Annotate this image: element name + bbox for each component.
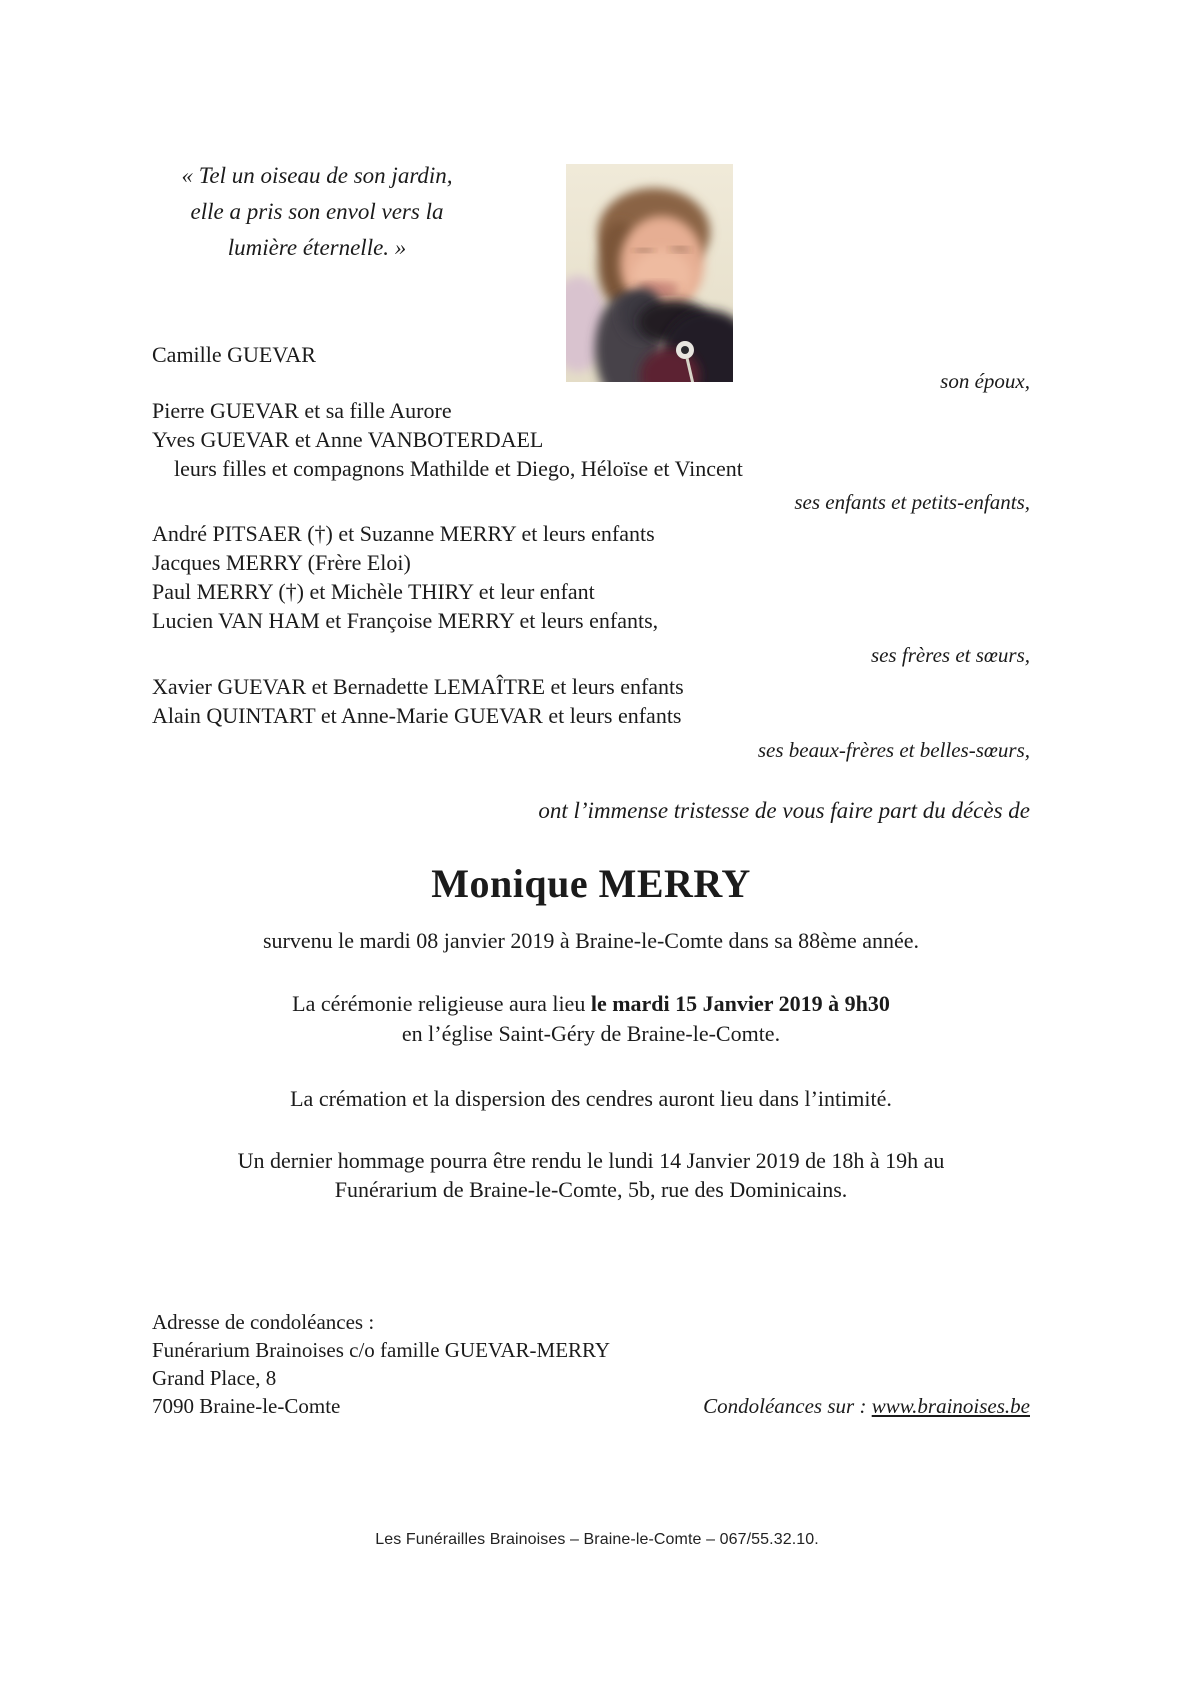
cremation-info: La crémation et la dispersion des cendres auront lieu dans l’intimité. bbox=[290, 1086, 892, 1111]
relation-children: ses enfants et petits-enfants, bbox=[794, 490, 1030, 514]
quote-line-3: lumière éternelle. » bbox=[227, 235, 407, 260]
tribute-line-1: Un dernier hommage pourra être rendu le lundi 14 Janvier 2019 de 18h à 19h au bbox=[237, 1148, 945, 1173]
relation-inlaws: ses beaux-frères et belles-sœurs, bbox=[757, 738, 1030, 762]
online-condolences bbox=[152, 1394, 1030, 1419]
condolences-address-3: 7090 Braine-le-Comte bbox=[152, 1394, 341, 1418]
child-line-1: Pierre GUEVAR et sa fille Aurore bbox=[152, 398, 452, 423]
ceremony-location: en l’église Saint-Géry de Braine-le-Comte. bbox=[401, 1021, 781, 1046]
quote-line-2: elle a pris son envol vers la bbox=[190, 199, 444, 224]
memorial-quote bbox=[158, 158, 476, 266]
sibling-line-2: Jacques MERRY (Frère Eloi) bbox=[152, 550, 411, 575]
portrait-photo-image bbox=[566, 164, 733, 382]
grandchildren-line: leurs filles et compagnons Mathilde et Diego, Héloïse et Vincent bbox=[174, 456, 743, 481]
ceremony-line bbox=[152, 991, 1030, 1017]
death-info: survenu le mardi 08 janvier 2019 à Braine-le-Comte dans sa 88ème année. bbox=[262, 928, 920, 953]
condolences-address-2: Grand Place, 8 bbox=[152, 1366, 277, 1390]
online-condolences-link[interactable]: www.brainoises.be bbox=[871, 1394, 1030, 1418]
deceased-name: Monique MERRY bbox=[431, 861, 751, 906]
portrait-photo bbox=[566, 164, 733, 382]
husband-name: Camille GUEVAR bbox=[152, 342, 316, 367]
sibling-line-1: André PITSAER (†) et Suzanne MERRY et leurs enfants bbox=[152, 521, 655, 546]
condolences-address-1: Funérarium Brainoises c/o famille GUEVAR-MERRY bbox=[152, 1338, 611, 1362]
inlaw-line-1: Xavier GUEVAR et Bernadette LEMAÎTRE et leurs enfants bbox=[152, 674, 684, 699]
funeral-home-footer: Les Funérailles Brainoises – Braine-le-Comte – 067/55.32.10. bbox=[375, 1531, 819, 1548]
quote-line-1: « Tel un oiseau de son jardin, bbox=[181, 163, 453, 188]
ceremony-datetime: le mardi 15 Janvier 2019 à 9h30 bbox=[590, 991, 890, 1016]
child-line-2: Yves GUEVAR et Anne VANBOTERDAEL bbox=[152, 427, 544, 452]
sibling-line-3: Paul MERRY (†) et Michèle THIRY et leur enfant bbox=[152, 579, 595, 604]
relation-husband: son époux, bbox=[940, 369, 1030, 393]
sibling-line-4: Lucien VAN HAM et Françoise MERRY et leurs enfants, bbox=[152, 608, 659, 633]
online-condolences-prefix: Condoléances sur : bbox=[703, 1394, 872, 1418]
tribute-line-2: Funérarium de Braine-le-Comte, 5b, rue des Dominicains. bbox=[334, 1177, 848, 1202]
ceremony-prefix: La cérémonie religieuse aura lieu bbox=[292, 991, 591, 1016]
announcement-intro: ont l’immense tristesse de vous faire part du décès de bbox=[538, 798, 1030, 823]
condolences-label: Adresse de condoléances : bbox=[152, 1310, 375, 1334]
inlaw-line-2: Alain QUINTART et Anne-Marie GUEVAR et leurs enfants bbox=[152, 703, 682, 728]
relation-siblings: ses frères et sœurs, bbox=[870, 643, 1030, 667]
